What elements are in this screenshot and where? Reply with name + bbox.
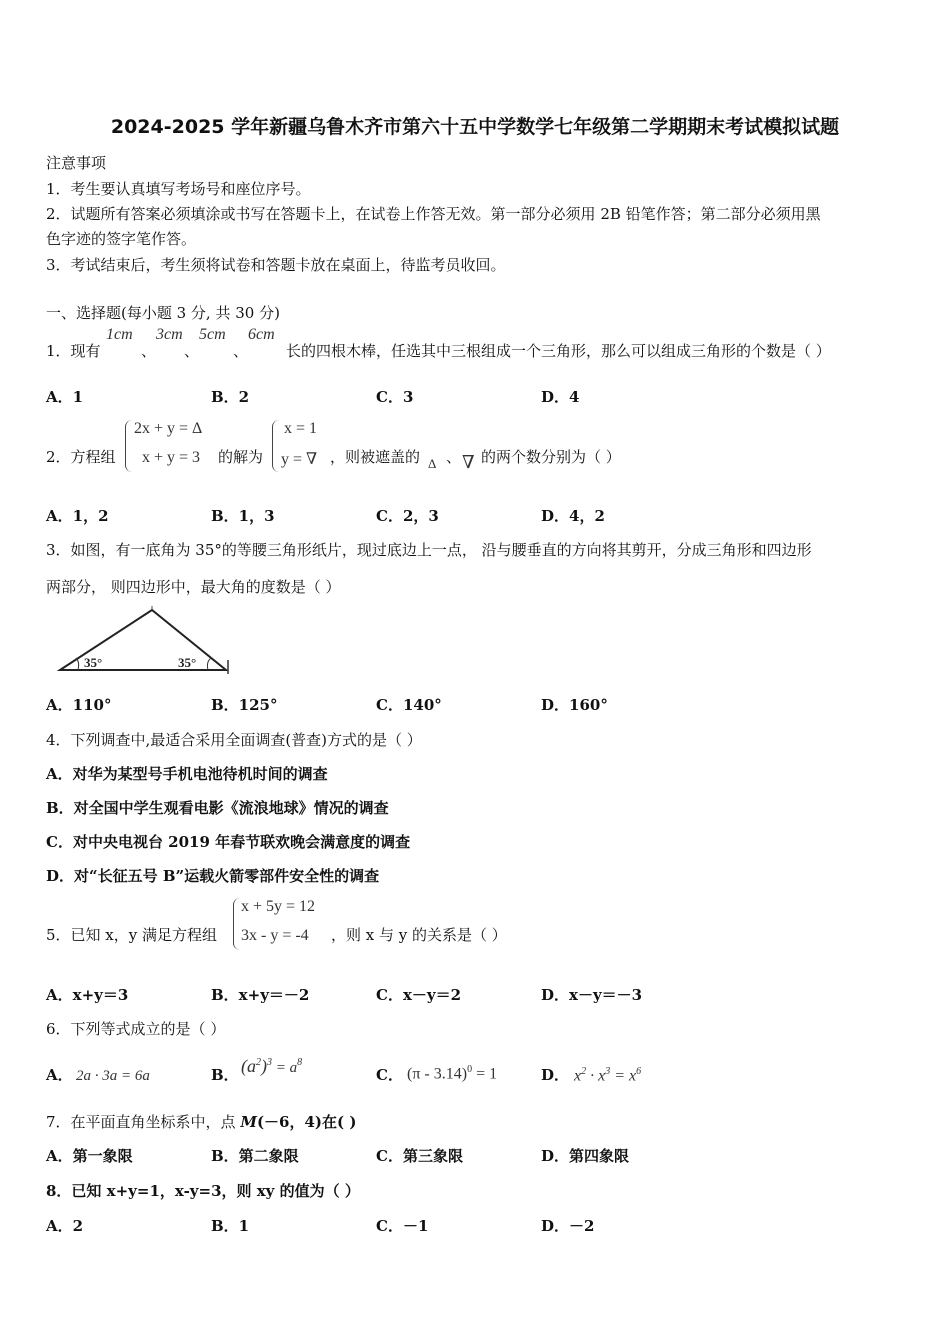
q3-stem-line-1: 3．如图，有一底角为 35°的等腰三角形纸片，现过底边上一点， 沿与腰垂直的方向将其剪开，分成三角形和四边形 bbox=[46, 541, 812, 559]
q3-stem-line-2: 两部分， 则四边形中，最大角的度数是（ ） bbox=[46, 578, 341, 596]
q5-option-a: A．x+y＝3 bbox=[46, 986, 129, 1004]
q6-expr-c-eq: = 1 bbox=[472, 1065, 498, 1083]
q8-option-b: B．1 bbox=[211, 1217, 250, 1235]
q6-expression-d bbox=[574, 1066, 641, 1085]
q1-separator-1: 、 bbox=[141, 342, 157, 360]
q3-option-a: A．110° bbox=[46, 696, 112, 714]
q2-brace-left bbox=[125, 420, 132, 472]
q3-angle-arc-right bbox=[207, 658, 211, 670]
q7-option-c: C．第三象限 bbox=[376, 1147, 463, 1165]
q6-expr-b-base: (a bbox=[241, 1056, 256, 1076]
q2-solution-2: y = ∇ bbox=[281, 451, 318, 468]
q2-option-d: D．4，2 bbox=[541, 507, 605, 525]
q6-stem: 6．下列等式成立的是（ ） bbox=[46, 1020, 226, 1038]
q6-expr-b-exp3: 8 bbox=[297, 1057, 303, 1068]
q6-expression-b bbox=[241, 1056, 302, 1077]
q6-expr-b-exp2: 3 bbox=[267, 1057, 272, 1068]
q2-option-a: A．1，2 bbox=[46, 507, 109, 525]
q1-option-c: C．3 bbox=[376, 388, 414, 406]
q4-option-c: C．对中央电视台 2019 年春节联欢晚会满意度的调查 bbox=[46, 833, 411, 851]
q7-option-d: D．第四象限 bbox=[541, 1147, 630, 1165]
q4-option-a: A．对华为某型号手机电池待机时间的调查 bbox=[46, 765, 328, 783]
q6-expression-c bbox=[407, 1064, 497, 1083]
q4-stem: 4．下列调查中,最适合采用全面调查(普查)方式的是（ ） bbox=[46, 731, 422, 749]
q3-angle-label-left: 35° bbox=[84, 655, 103, 670]
q1-length-3: 5cm bbox=[199, 326, 226, 343]
q5-equation-2: 3x - y = -4 bbox=[241, 927, 309, 944]
q2-after-text: ，则被遮盖的 bbox=[330, 448, 421, 466]
q2-option-c: C．2，3 bbox=[376, 507, 439, 525]
q1-separator-2: 、 bbox=[184, 342, 200, 360]
section-heading: 一、选择题(每小题 3 分, 共 30 分) bbox=[46, 304, 280, 322]
q1-option-b: B．2 bbox=[211, 388, 250, 406]
q7-stem-pre: 7．在平面直角坐标系中，点 bbox=[46, 1113, 241, 1131]
q2-equation-1: 2x + y = Δ bbox=[134, 420, 203, 437]
q4-option-b: B．对全国中学生观看电影《流浪地球》情况的调查 bbox=[46, 799, 389, 817]
q6-expression-a: 2a · 3a = 6a bbox=[76, 1068, 150, 1084]
q2-number: 2．方程组 bbox=[46, 448, 116, 466]
q2-symbol-nabla: ∇ bbox=[462, 452, 475, 472]
q8-option-a: A．2 bbox=[46, 1217, 84, 1235]
q8-option-d: D．－2 bbox=[541, 1217, 595, 1235]
q2-tail-text: 的两个数分别为（ ） bbox=[481, 448, 621, 466]
q7-point-name: M bbox=[240, 1113, 257, 1131]
notice-item-3: 3．考试结束后，考生须将试卷和答题卡放在桌面上，待监考员收回。 bbox=[46, 256, 506, 274]
q3-option-c: C．140° bbox=[376, 696, 442, 714]
q6-expr-b-exp1: 2 bbox=[256, 1057, 261, 1068]
q6-expr-c-base: (π - 3.14) bbox=[407, 1065, 468, 1083]
q6-expr-d-e2: 3 bbox=[605, 1066, 611, 1077]
q4-option-d: D．对“长征五号 B”运载火箭零部件安全性的调查 bbox=[46, 867, 380, 885]
q5-equation-1: x + 5y = 12 bbox=[241, 898, 316, 915]
q1-length-1: 1cm bbox=[106, 326, 133, 343]
q5-option-c: C．x－y＝2 bbox=[376, 986, 462, 1004]
q6-expr-d-x1: x bbox=[574, 1067, 582, 1085]
q1-length-4: 6cm bbox=[248, 326, 275, 343]
q6-expr-d-e3: 6 bbox=[636, 1066, 642, 1077]
q1-stem-text: 长的四根木棒，任选其中三根组成一个三角形，那么可以组成三角形的个数是（ ） bbox=[286, 342, 831, 360]
q6-expr-c-exp: 0 bbox=[467, 1064, 473, 1075]
q2-option-b: B．1，3 bbox=[211, 507, 275, 525]
q6-expr-b-close: ) bbox=[261, 1056, 267, 1076]
q2-solution-1: x = 1 bbox=[284, 420, 318, 437]
q7-stem-post: (－6，4)在( ) bbox=[256, 1113, 357, 1131]
q5-brace bbox=[233, 898, 240, 950]
q6-expr-d-e1: 2 bbox=[581, 1066, 587, 1077]
q2-symbol-triangle: Δ bbox=[428, 456, 437, 471]
q3-option-b: B．125° bbox=[211, 696, 278, 714]
q6-label-d: D． bbox=[541, 1066, 570, 1084]
notice-item-2-cont: 色字迹的签字笔作答。 bbox=[46, 230, 197, 248]
q6-label-b: B． bbox=[211, 1066, 239, 1084]
q5-number: 5．已知 x，y 满足方程组 bbox=[46, 926, 218, 944]
q1-option-d: D．4 bbox=[541, 388, 580, 406]
q2-equation-2: x + y = 3 bbox=[142, 449, 201, 466]
q6-expr-d-eq: = x bbox=[610, 1067, 637, 1085]
q5-option-b: B．x+y＝－2 bbox=[211, 986, 310, 1004]
q1-length-2: 3cm bbox=[156, 326, 183, 343]
q2-separator: 、 bbox=[446, 448, 462, 466]
q7-stem bbox=[46, 1111, 356, 1132]
q6-expr-d-dot: · x bbox=[586, 1067, 606, 1085]
notice-item-1: 1．考生要认真填写考场号和座位序号。 bbox=[46, 180, 311, 198]
q6-label-c: C． bbox=[376, 1066, 403, 1084]
q2-brace-right bbox=[272, 420, 279, 472]
q7-option-a: A．第一象限 bbox=[46, 1147, 133, 1165]
notice-heading: 注意事项 bbox=[46, 154, 107, 172]
q3-option-d: D．160° bbox=[541, 696, 608, 714]
q7-option-b: B．第二象限 bbox=[211, 1147, 299, 1165]
notice-item-2: 2．试题所有答案必须填涂或书写在答题卡上，在试卷上作答无效。第一部分必须用 2B 铅笔作答；第二部分必须用黑 bbox=[46, 205, 821, 223]
q6-label-a: A． bbox=[46, 1066, 73, 1084]
q3-triangle-figure bbox=[56, 604, 242, 676]
q2-middle-text: 的解为 bbox=[218, 448, 264, 466]
q1-number: 1．现有 bbox=[46, 342, 101, 360]
q3-angle-label-right: 35° bbox=[178, 655, 197, 670]
q5-tail-text: ，则 x 与 y 的关系是（ ） bbox=[331, 926, 507, 944]
q6-expr-b-eq: = a bbox=[272, 1060, 298, 1076]
q1-option-a: A．1 bbox=[46, 388, 84, 406]
q8-stem: 8．已知 x+y=1，x-y=3，则 xy 的值为（ ） bbox=[46, 1182, 360, 1200]
q1-separator-3: 、 bbox=[233, 342, 249, 360]
page-title: 2024-2025 学年新疆乌鲁木齐市第六十五中学数学七年级第二学期期末考试模拟试题 bbox=[110, 116, 840, 138]
q5-option-d: D．x－y＝－3 bbox=[541, 986, 643, 1004]
q8-option-c: C．－1 bbox=[376, 1217, 429, 1235]
